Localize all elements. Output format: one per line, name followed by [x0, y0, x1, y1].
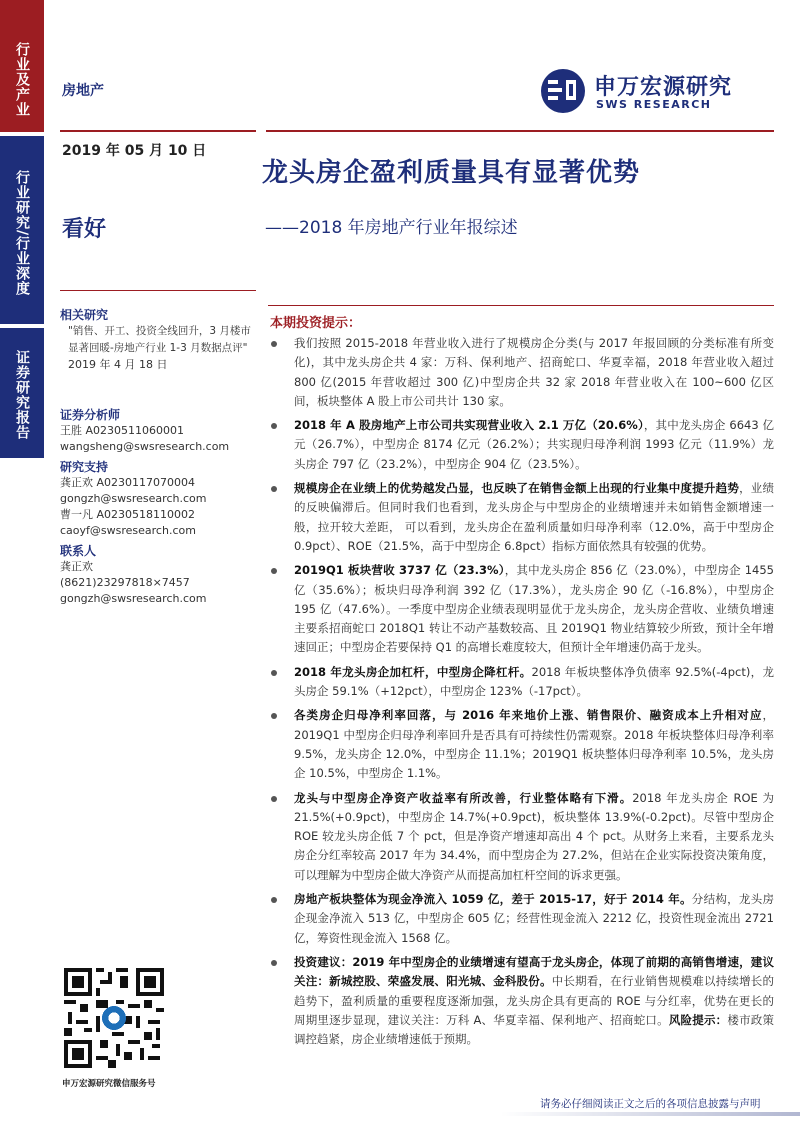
header-rule-left [60, 130, 256, 132]
analyst-email: wangsheng@swsresearch.com [60, 440, 230, 453]
bullet-list [268, 334, 774, 1049]
header-rule-right [266, 130, 774, 132]
bullet-bold: 2018 年龙头房企加杠杆，中型房企降杠杆。 [294, 664, 532, 679]
related-item: "销售、开工、投资全线回升，3 月楼市显著回暖-房地产行业 1-3 月数据点评" [68, 325, 251, 354]
bullet-item [268, 789, 774, 885]
analyst-line: 王胜 A0230511060001 [60, 424, 185, 437]
bullet-text: ，其中龙头房企 856 亿（23.0%），中型房企 1455 亿（35.6%）；板块归母净利润 392 亿（17.3%），龙头房企 90 亿（-16.8%），中型房企 195 亿（47.6%）。一季度中型房企业绩表现明显优于龙头房企，龙头房企营收、业绩负增速主要系招商蛇口 2018Q1 转让不动产基数较高、且 2019Q1 物业结算较少所致，预计全年增速回正；中型房企若要保持 Q1 的高增长难度较大，但预计全年增速仍高于龙头。 [294, 563, 775, 655]
bullet-dot-icon [271, 423, 277, 429]
bullet-text: 我们按照 2015-2018 年营业收入进行了规模房企分类(与 2017 年报回顾的分类标准有所变化)，其中龙头房企共 4 家：万科、保利地产、招商蛇口、华夏幸福，2018 年营业收入超过 800 亿(2015 年营收超过 300 亿)中型房企共 32 家 2018 年营业收入在 100~600 亿区间，板块整体 A 股上市公司共计 130 家。 [294, 336, 774, 408]
bullet-text: ，其中龙头房企 6643 亿元（26.7%），中型房企 8174 亿元（26.2%）；共实现归母净利润 1993 亿元（11.9%）龙头房企 797 亿（23.2%），中型房企 904 亿（23.5%）。 [294, 418, 774, 471]
support-email: gongzh@swsresearch.com [60, 492, 207, 505]
bullet-item [268, 561, 774, 657]
footer-bar [500, 1112, 800, 1116]
logo-text-cn: 申万宏源研究 [594, 75, 733, 100]
report-title: 龙头房企盈利质量具有显著优势 [262, 158, 641, 188]
support-line: 龚正欢 A0230117070004 [60, 476, 196, 489]
logo-mark-icon [540, 68, 586, 114]
contact-name: 龚正欢 [60, 560, 93, 573]
bullet-item [268, 663, 774, 702]
bullet-text: 2018 年板块整体净负债率 92.5%(-4pct)，龙头房企 59.1%（+12pct），中型房企 123%（-17pct）。 [294, 664, 774, 699]
logo-text-en: SWS RESEARCH [596, 98, 712, 111]
support-line: 曹一凡 A0230518110002 [60, 508, 196, 521]
bullet-dot-icon [271, 670, 277, 676]
rating: 看好 [62, 217, 107, 242]
qr-label: 申万宏源研究微信服务号 [62, 1079, 156, 1089]
side-tab-research-label: 行业研究/行业深度 [14, 170, 30, 297]
bullet-bold: 2018 年 A 股房地产上市公司共实现营业收入 2.1 万亿（20.6%） [294, 418, 644, 433]
bullet-item [268, 890, 774, 948]
contact-heading: 联系人 [60, 544, 97, 558]
bullet-bold: 投资建议：2019 年中型房企的业绩增速有望高于龙头房企，体现了前期的高销售增速，建议关注：新城控股、荣盛发展、阳光城、金科股份。 [294, 954, 774, 989]
related-date: 2019 年 4 月 18 日 [68, 358, 168, 371]
risk-text: 楼市政策调控趋紧，房企业绩增速低于预期。 [294, 1012, 775, 1047]
tips-rule [268, 305, 774, 306]
left-sidebar [60, 303, 255, 607]
bullet-item [268, 479, 774, 556]
bullet-text: ，2019Q1 中型房企归母净利率回升是否具有可持续性仍需观察。2018 年板块整体归母净利率 9.5%，龙头房企 12.0%，中型房企 11.1%；2019Q1 板块整体归母净利率 10.5%，龙头房企 10.5%，中型房企 1.1%。 [294, 708, 774, 781]
side-band [0, 0, 58, 1132]
sector-label: 房地产 [62, 83, 104, 99]
bullet-text: 中长期看，在行业销售规模难以持续增长的趋势下，盈利质量的重要程度逐渐加强，龙头房企具有更高的 ROE 与分红率，优势在更长的周期里逐步显现，建议关注：万科 A、华夏幸福、保利地产、招商蛇口。 [294, 974, 775, 1027]
bullet-text: 2018 年龙头房企 ROE 为 21.5%(+0.9pct)，中型房企 14.7%(+0.9pct)，板块整体 13.9%(-0.2pct)。尽管中型房企 ROE 较龙头房企低 7 个 pct，但是净资产增速却高出 4 个 pct。从财务上来看，主要系龙头房企分红率较高 2017 年为 34.4%，而中型房企为 27.2%，但站在企业实际投资决策角度，可以理解为中型房企做大净资产从而提高加杠杆空间的诉求更强。 [294, 790, 774, 882]
bullet-item [268, 706, 774, 783]
support-heading: 研究支持 [60, 460, 109, 474]
side-tab-industry-label: 行业及产业 [14, 42, 30, 117]
bullet-dot-icon [271, 486, 277, 492]
bullet-item [268, 334, 774, 411]
bullet-bold: 2019Q1 板块营收 3737 亿（23.3%） [294, 563, 505, 578]
bullet-bold: 规模房企在业绩上的优势越发凸显，也反映了在销售金额上出现的行业集中度提升趋势 [294, 481, 740, 496]
bullet-text: ，业绩的反映偏滞后。但同时我们也看到，龙头房企与中型房企的业绩增速并未如销售金额增速一般，拉开较大差距， 可以看到，龙头房企在盈利质量如归母净利率（12.0%，高于中型房企 0.9pct）、ROE（21.5%，高于中型房企 6.8pct）指标方面依然具有较强的优势。 [294, 481, 775, 553]
risk-label: 风险提示： [668, 1012, 728, 1027]
contact-email: gongzh@swsresearch.com [60, 592, 207, 605]
analyst-heading: 证券分析师 [60, 408, 121, 422]
contact-phone: (8621)23297818×7457 [60, 576, 190, 589]
side-tab-report-label: 证券研究报告 [14, 350, 30, 440]
bullet-item [268, 416, 774, 474]
bullet-bold: 房地产板块整体为现金净流入 1059 亿，差于 2015-17，好于 2014 年。 [294, 892, 692, 907]
bullet-dot-icon [271, 713, 277, 719]
report-subtitle: ——2018 年房地产行业年报综述 [265, 218, 518, 238]
bullet-dot-icon [271, 796, 277, 802]
bullet-dot-icon [271, 960, 277, 966]
report-date: 2019 年 05 月 10 日 [62, 143, 207, 159]
bullet-bold: 各类房企归母净利率回落，与 2016 年来地价上涨、销售限价、融资成本上升相对应 [294, 708, 763, 723]
qr-code-icon [64, 968, 164, 1068]
bullet-item [268, 953, 774, 1049]
bullet-bold: 龙头与中型房企净资产收益率有所改善，行业整体略有下滑。 [294, 790, 633, 805]
company-logo [540, 68, 760, 116]
bullet-dot-icon [271, 568, 277, 574]
footer-disclaimer: 请务必仔细阅读正文之后的各项信息披露与声明 [540, 1098, 761, 1110]
bullet-dot-icon [271, 897, 277, 903]
bullet-dot-icon [271, 341, 277, 347]
related-heading: 相关研究 [60, 308, 109, 322]
tips-heading: 本期投资提示： [270, 316, 362, 331]
left-divider [60, 290, 256, 291]
bullet-text: 分结构，龙头房企现金净流入 513 亿，中型房企 605 亿；经营性现金流入 2212 亿，投资性现金流出 2721 亿，筹资性现金流入 1568 亿。 [294, 892, 775, 945]
support-email: caoyf@swsresearch.com [60, 524, 196, 537]
